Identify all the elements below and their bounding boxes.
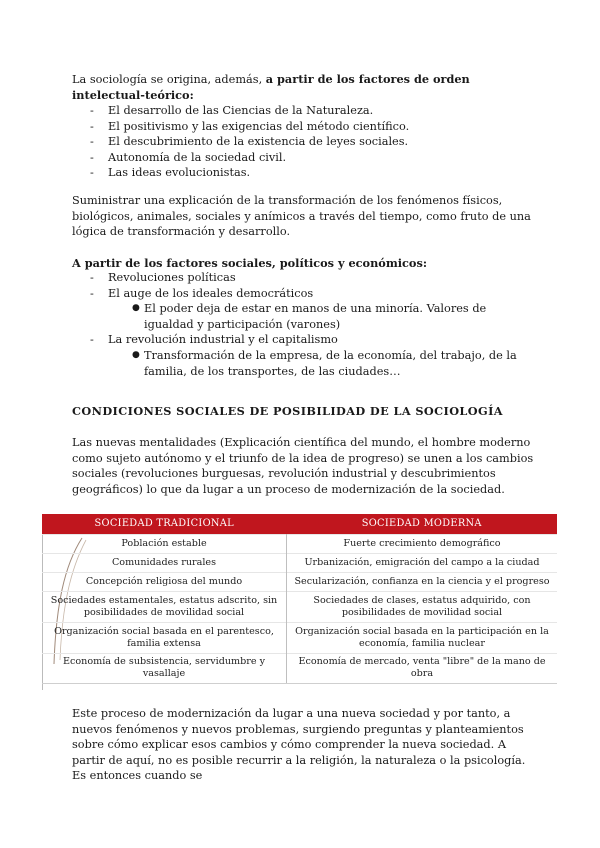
social-factors-list (72, 270, 532, 379)
table-row (42, 535, 557, 554)
sub-list-item: ● El poder deja de estar en manos de una minoría. Valores de igualdad y participación (varones) (132, 302, 487, 331)
intellectual-factors-list (72, 103, 532, 181)
table-cell: Economía de mercado, venta "libre" de la mano de obra (287, 654, 558, 684)
conclusion-paragraph: Este proceso de modernización da lugar a una nueva sociedad y por tanto, a nuevos fenómenos y nuevos problemas, surgiendo preguntas y planteamientos sobre cómo explicar esos cambios y cómo comprender la nueva sociedad. A partir de aquí, no es posible recurrir a la religión, la naturaleza o la psicología. Es entonces cuando se (72, 707, 526, 783)
list-item: - El auge de los ideales democráticos ● El poder deja de estar en manos de una minoría. Valores de igualdad y participación (varones) (72, 286, 532, 333)
list-item: - El positivismo y las exigencias del método científico. (90, 119, 410, 133)
list-item: - El desarrollo de las Ciencias de la Naturaleza. (90, 104, 374, 117)
list-item: - Las ideas evolucionistas. (90, 166, 251, 180)
social-factors-title: A partir de los factores sociales, políticos y económicos: (72, 256, 428, 270)
table-cell: Urbanización, emigración del campo a la ciudad (287, 554, 558, 573)
table-row (42, 554, 557, 573)
list-item: - Autonomía de la sociedad civil. (90, 150, 287, 164)
table-row (42, 654, 557, 684)
table-row (42, 573, 557, 592)
header-traditional: SOCIEDAD TRADICIONAL (42, 514, 287, 535)
transformation-paragraph: Suministrar una explicación de la transformación de los fenómenos físicos, biológicos, animales, sociales y anímicos a través del tiempo, como fruto de una lógica de transformación y desarrollo. (72, 194, 531, 239)
table-cell: Economía de subsistencia, servidumbre y vasallaje (42, 654, 287, 684)
table-cell: Organización social basada en la participación en la economía, familia nuclear (287, 623, 558, 654)
table-cell: Fuerte crecimiento demográfico (287, 535, 558, 554)
list-item: - La revolución industrial y el capitalismo ● Transformación de la empresa, de la economía, del trabajo, de la familia, de los transportes, de las ciudades… (72, 332, 532, 379)
table-cell: Organización social basada en el parentesco, familia extensa (42, 623, 287, 654)
section-heading: CONDICIONES SOCIALES DE POSIBILIDAD DE LA SOCIOLOGÍA (72, 404, 503, 418)
modernization-paragraph: Las nuevas mentalidades (Explicación científica del mundo, el hombre moderno como sujeto autónomo y el triunfo de la idea de progreso) se unen a los cambios sociales (revoluciones burguesas, revolución industrial y descubrimientos geográficos) lo que da lugar a un proceso de modernización de la sociedad. (72, 436, 534, 496)
intro-lead-bold: a partir de los factores de orden intelectual-teórico: (72, 72, 470, 102)
table-row (42, 623, 557, 654)
society-comparison-table (42, 514, 557, 684)
table-row (42, 592, 557, 623)
list-item: - Revoluciones políticas (90, 271, 236, 284)
table-header-row (42, 514, 557, 535)
sub-list (108, 301, 532, 332)
list-item: - El descubrimiento de la existencia de leyes sociales. (90, 135, 409, 149)
intro-paragraph (72, 72, 532, 103)
table-cell: Sociedades de clases, estatus adquirido, con posibilidades de movilidad social (287, 592, 558, 623)
table-cell: Población estable (42, 535, 287, 554)
table-cell: Comunidades rurales (42, 554, 287, 573)
intro-lead: La sociología se origina, además, (72, 73, 263, 86)
sub-list-item: ● Transformación de la empresa, de la economía, del trabajo, de la familia, de los transportes, de las ciudades… (132, 348, 517, 378)
header-modern: SOCIEDAD MODERNA (287, 514, 558, 535)
table-cell: Concepción religiosa del mundo (42, 573, 287, 592)
sub-list (108, 348, 532, 379)
table-cell: Secularización, confianza en la ciencia y el progreso (287, 573, 558, 592)
table-cell: Sociedades estamentales, estatus adscrito, sin posibilidades de movilidad social (42, 592, 287, 623)
